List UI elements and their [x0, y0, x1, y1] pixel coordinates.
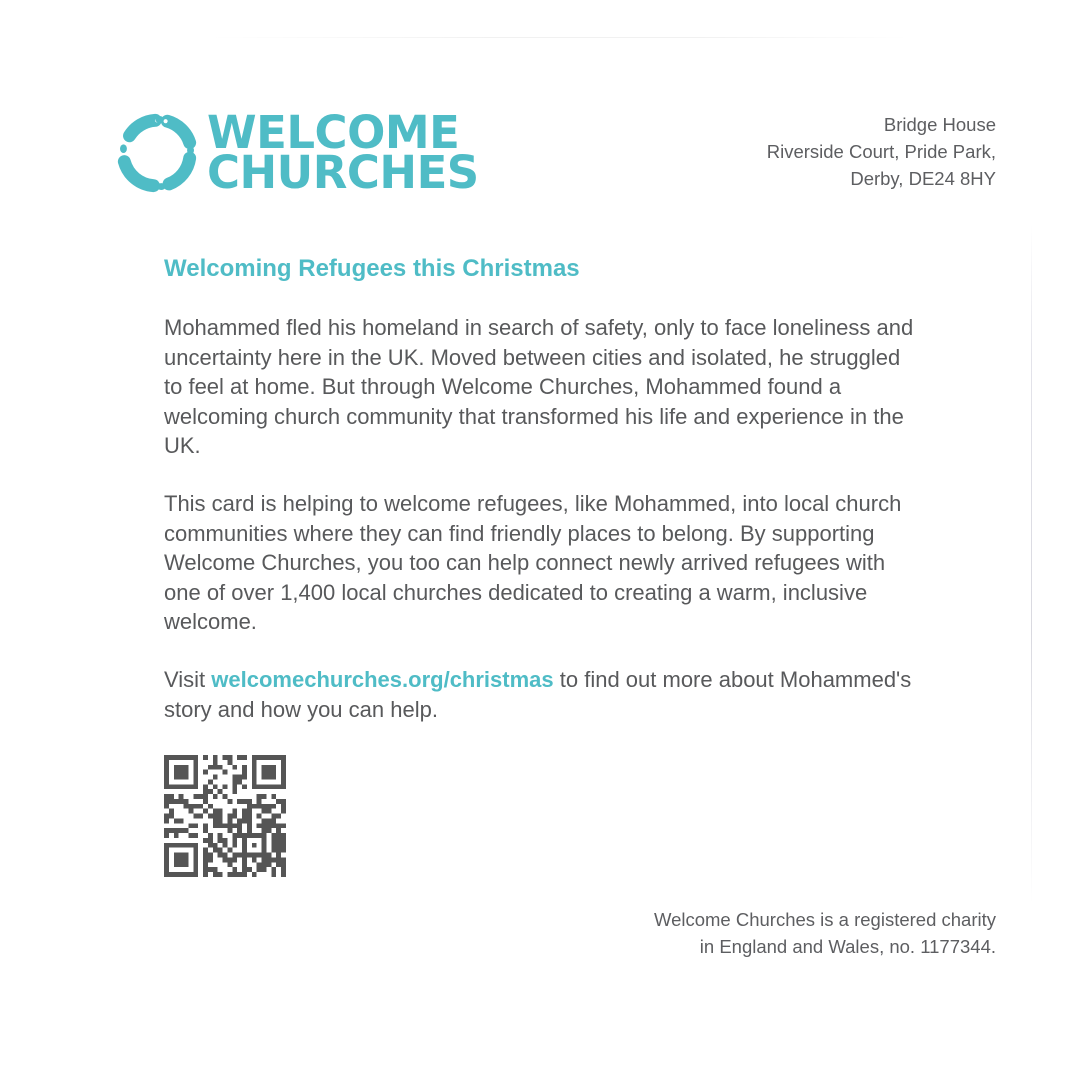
logo-wordmark	[207, 106, 479, 199]
address-line-1: Bridge House	[883, 114, 996, 135]
hands-circle-icon	[114, 110, 200, 196]
visit-suffix: to find out more about Mohammed's story and how you can help.	[164, 667, 912, 722]
visit-paragraph	[164, 665, 924, 724]
page-title: Welcoming Refugees this Christmas	[164, 255, 580, 282]
address-line-2: Riverside Court, Pride Park,	[766, 141, 996, 162]
website-link[interactable]: welcomechurches.org/christmas	[211, 667, 554, 692]
qr-code[interactable]	[164, 755, 286, 877]
address-line-3: Derby, DE24 8HY	[850, 168, 996, 189]
logo	[114, 106, 479, 199]
charity-line-1: Welcome Churches is a registered charity	[653, 909, 996, 930]
address-block	[767, 111, 996, 192]
appeal-paragraph: This card is helping to welcome refugees, like Mohammed, into local church communities where they can find friendly places to belong. By supporting Welcome Churches, you too can help connect newly arrived refugees with one of over 1,400 local churches dedicated to creating a warm, inclusive welcome.	[164, 491, 902, 635]
logo-line-1: WELCOME	[207, 106, 460, 159]
card-edge	[1031, 225, 1032, 905]
charity-notice	[654, 906, 996, 960]
visit-prefix: Visit	[164, 667, 212, 692]
qr-code-icon	[164, 755, 286, 877]
logo-line-2: CHURCHES	[207, 146, 479, 199]
story-paragraph: Mohammed fled his homeland in search of safety, only to face loneliness and uncertainty here in the UK. Moved between cities and isolated, he struggled to feel at home. But through Welcome Churches, Mohammed found a welcoming church community that transformed his life and experience in the UK.	[164, 315, 914, 459]
top-divider	[210, 37, 910, 38]
charity-line-2: in England and Wales, no. 1177344.	[699, 936, 996, 957]
